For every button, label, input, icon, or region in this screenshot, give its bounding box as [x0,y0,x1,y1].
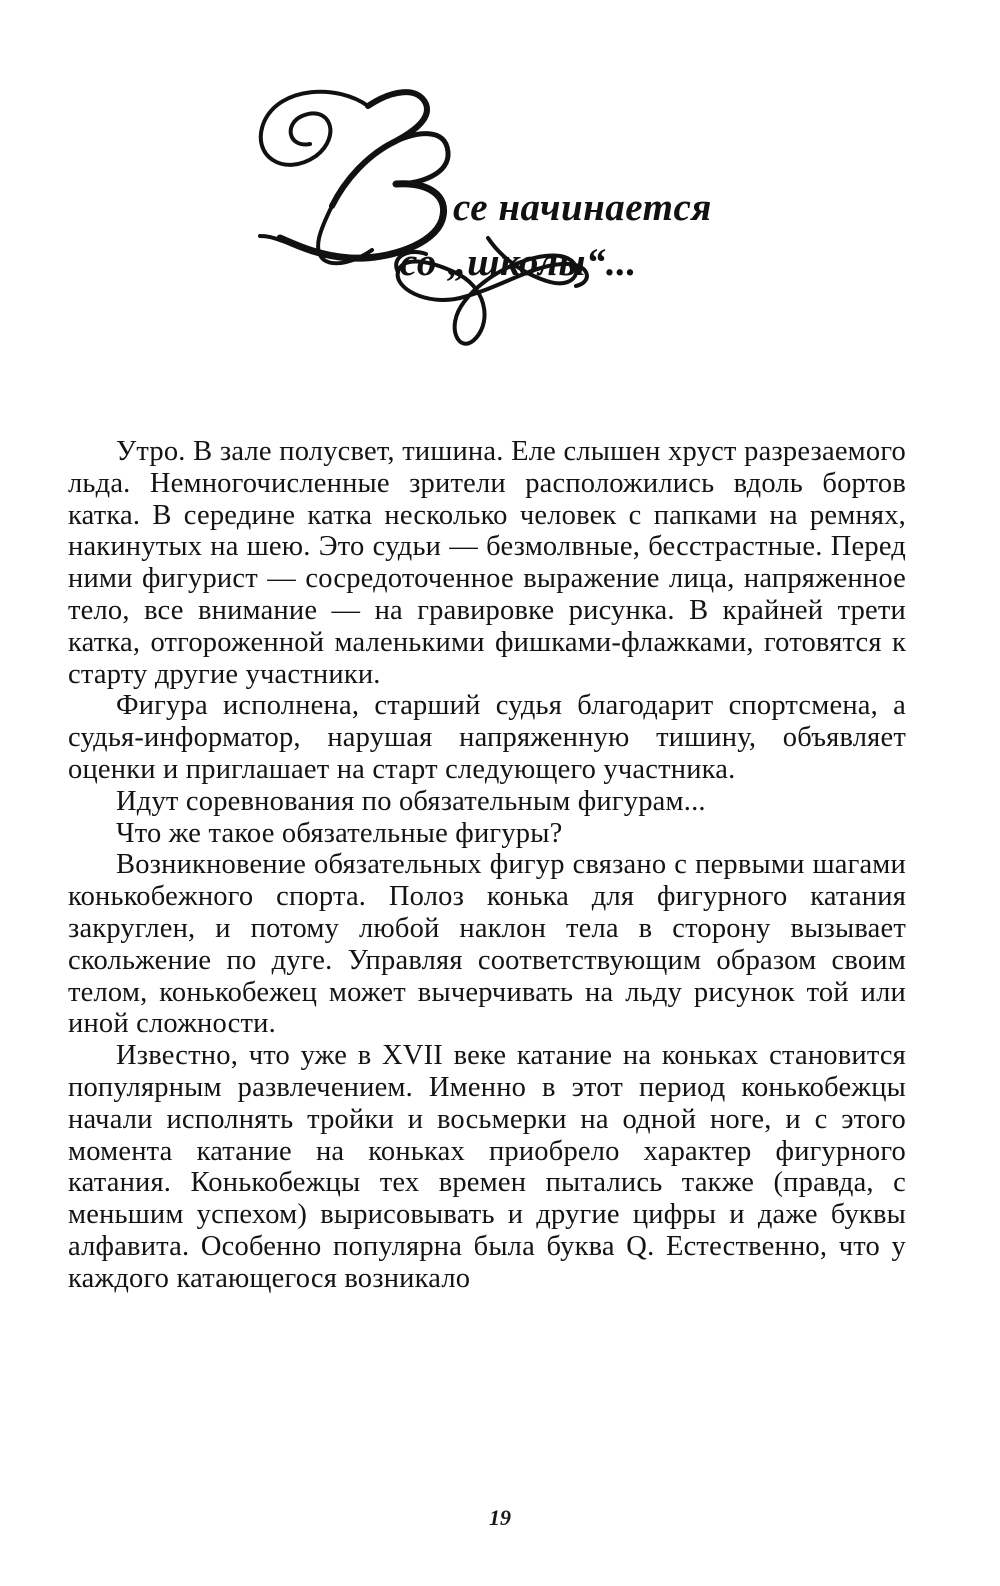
chapter-title-line-2: со „школы“... [400,241,637,284]
chapter-heading [250,60,750,370]
page-number: 19 [489,1505,511,1530]
paragraph: Идут соревнования по обязательным фигурам... [116,785,706,817]
paragraph: Утро. В зале полусвет, тишина. Еле слышен хруст разрезаемого льда. Немногочисленные зрители расположились вдоль бортов катка. В середине катка несколько человек с папками на ремнях, накинутых на шею. Это судьи — безмолвные, бесстрастные. Перед ними фигурист — сосредоточенное выражение лица, напряженное тело, все внимание — на гравировке рисунка. В крайней трети катка, отгороженной маленькими фишками-флажками, готовятся к старту другие участники. [68,436,906,690]
drop-cap-upper-bowl [390,134,448,184]
chapter-title-line-1: се начинается [453,186,712,229]
paragraph: Известно, что уже в XVII веке катание на коньках становится популярным развлечением. Именно в этот период конькобежцы начали исполнять тройки и восьмерки на одной ноге, и с этого момента катание на коньках приобрело характер фигурного катания. Конькобежцы тех времен пытались также (правда, с меньшим успехом) вырисовывать и другие цифры и даже буквы алфавита. Особенно популярна была буква Q. Естественно, что у каждого катающегося возникало [68,1040,906,1294]
drop-cap-swash [261,92,368,165]
drop-cap-stem [332,92,427,206]
paragraph: Фигура исполнена, старший судья благодарит спортсмена, а судья-информатор, нарушая напряженную тишину, объявляет оценки и приглашает на старт следующего участника. [68,690,906,785]
paragraph: Что же такое обязательные фигуры? [116,817,563,849]
paragraph: Возникновение обязательных фигур связано с первыми шагами конькобежного спорта. Полоз конька для фигурного катания закруглен, и потому любой наклон тела в сторону вызывает скольжение по дуге. Управляя соответствующим образом своим телом, конькобежец может вычерчивать на льду рисунок той или иной сложности. [68,849,906,1040]
body-text [68,436,906,1295]
